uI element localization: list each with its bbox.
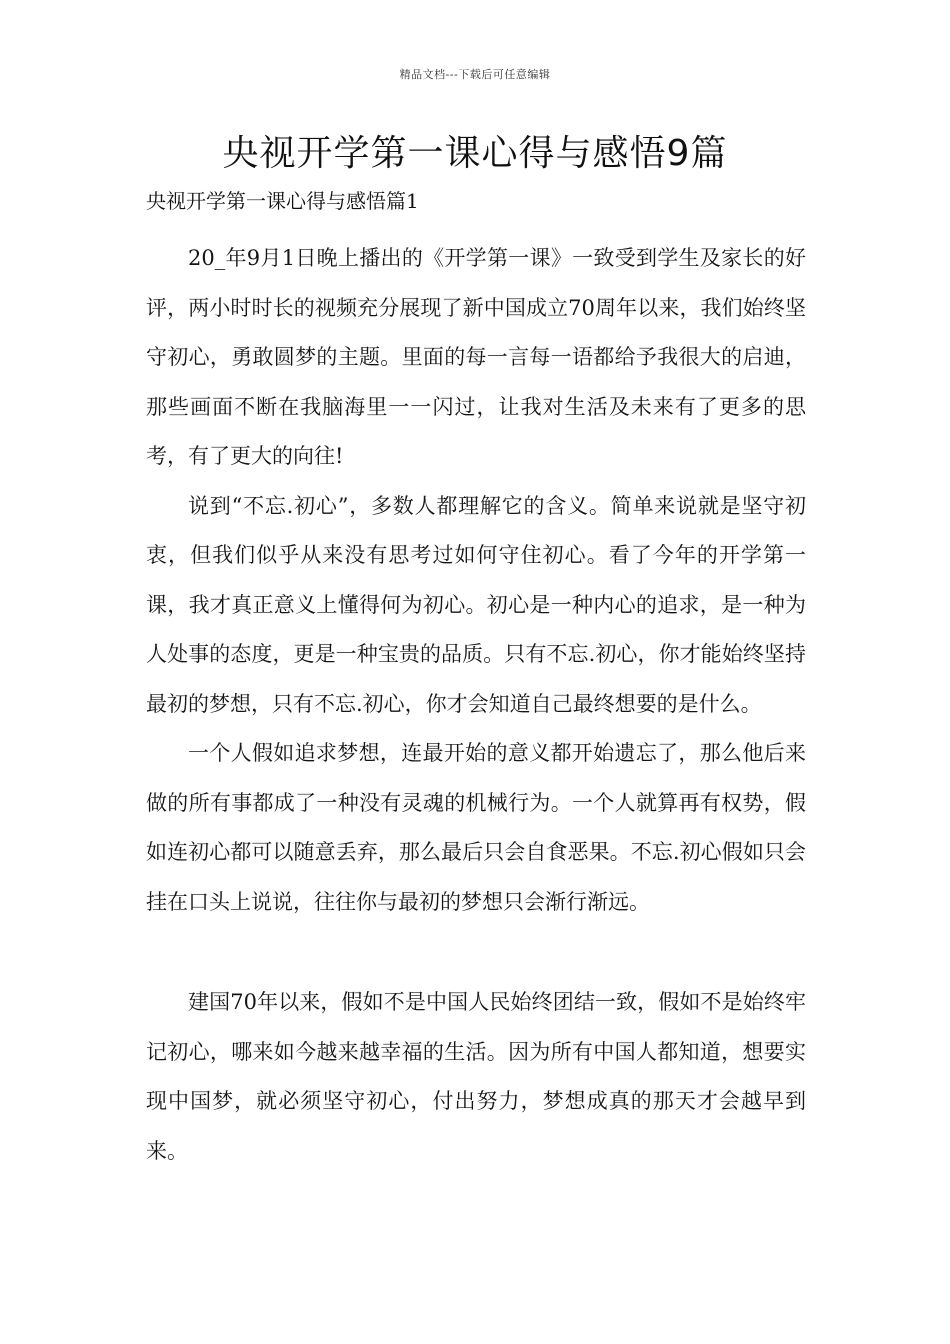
paragraph-1: 20_年9月1日晚上播出的《开学第一课》一致受到学生及家长的好评，两小时时长的视频充分展现了新中国成立70周年以来，我们始终坚守初心，勇敢圆梦的主题。里面的每一言每一语都给予我很大的启迪，那些画面不断在我脑海里一一闪过，让我对生活及未来有了更多的思考，有了更大的向往! (146, 246, 806, 468)
header-note: 精品文档---下载后可任意编辑 (399, 68, 551, 81)
document-body (146, 186, 806, 1176)
paragraph-4: 建国70年以来，假如不是中国人民始终团结一致，假如不是始终牢记初心，哪来如今越来越幸福的生活。因为所有中国人都知道，想要实现中国梦，就必须坚守初心，付出努力，梦想成真的那天才会越早到来。 (146, 990, 806, 1163)
paragraph-2: 说到“不忘.初心”，多数人都理解它的含义。简单来说就是坚守初衷，但我们似乎从来没有思考过如何守住初心。看了今年的开学第一课，我才真正意义上懂得何为初心。初心是一种内心的追求，是一种为人处事的态度，更是一种宝贵的品质。只有不忘.初心，你才能始终坚持最初的梦想，只有不忘.初心，你才会知道自己最终想要的是什么。 (146, 493, 806, 716)
document-title: 央视开学第一课心得与感悟9篇 (222, 133, 728, 174)
section-heading: 央视开学第一课心得与感悟篇1 (146, 189, 419, 213)
paragraph-3: 一个人假如追求梦想，连最开始的意义都开始遗忘了，那么他后来做的所有事都成了一种没有灵魂的机械行为。一个人就算再有权势，假如连初心都可以随意丢弃，那么最后只会自食恶果。不忘.初心假如只会挂在口头上说说，往往你与最初的梦想只会渐行渐远。 (146, 741, 806, 914)
